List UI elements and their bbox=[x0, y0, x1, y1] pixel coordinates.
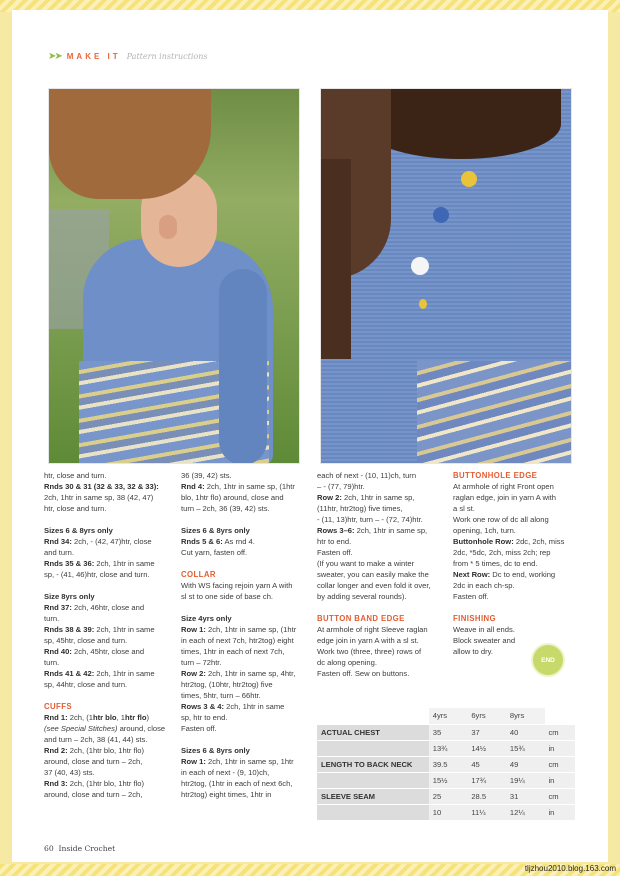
section-heading-button-band: BUTTON BAND EDGE bbox=[317, 614, 405, 623]
table-header: 4yrs bbox=[429, 708, 468, 724]
page-footer bbox=[44, 844, 115, 853]
text-line: htr, close and turn. bbox=[44, 471, 107, 480]
row-label: Rnds 30 & 31 (32 & 33, 32 & 33): bbox=[44, 482, 159, 491]
double-arrow-icon: ➤➤ bbox=[48, 50, 61, 62]
table-row: 13¾ 14½ 15¾ in bbox=[317, 740, 575, 756]
page-number: 60 bbox=[44, 844, 54, 853]
section-heading-buttonhole: BUTTONHOLE EDGE bbox=[453, 471, 538, 480]
text-line: htr, close and turn. bbox=[44, 504, 107, 513]
table-header-row bbox=[317, 708, 575, 724]
table-row: 10 11¼ 12¼ in bbox=[317, 804, 575, 820]
table-row: SLEEVE SEAM 25 28.5 31 cm bbox=[317, 788, 575, 804]
end-badge: END bbox=[533, 645, 563, 675]
section-heading-collar: COLLAR bbox=[181, 570, 216, 579]
size-heading: Sizes 6 & 8yrs only bbox=[44, 526, 113, 535]
text-line: 2ch, 1htr in same sp, 38 (42, 47) bbox=[44, 493, 154, 502]
section-title: MAKE IT bbox=[66, 51, 121, 61]
size-heading: Size 8yrs only bbox=[44, 592, 95, 601]
table-row: LENGTH TO BACK NECK 39.5 45 49 cm bbox=[317, 756, 575, 772]
table-row: 15½ 17¾ 19¼ in bbox=[317, 772, 575, 788]
table-header: 6yrs bbox=[467, 708, 506, 724]
size-table bbox=[317, 708, 575, 821]
size-heading: Sizes 6 & 8yrs only bbox=[181, 526, 250, 535]
section-heading-cuffs: CUFFS bbox=[44, 702, 72, 711]
photo-sweater-closeup bbox=[320, 88, 572, 464]
section-heading-finishing: FINISHING bbox=[453, 614, 497, 623]
source-credit: tljzhou2010.blog.163.com bbox=[524, 864, 616, 873]
size-heading: Size 4yrs only bbox=[181, 614, 232, 623]
photo-boy-sweater bbox=[48, 88, 300, 464]
pattern-column-4: BUTTONHOLE EDGE At armhole of right Front open raglan edge, join in yarn A with a sl st. Work one row of dc all along opening, 1ch, turn. Buttonhole Row: 2dc, 2ch, miss 2dc, *5dc, 2ch, miss 2ch; rep from * 5 times, dc to end. Next Row: Dc to end, working 2dc in each ch-sp. Fasten off. FINISHING Weave in all ends. Block sweater and allow to dry. bbox=[453, 470, 573, 657]
magazine-name: Inside Crochet bbox=[58, 844, 116, 853]
section-header bbox=[48, 49, 207, 63]
size-heading: Sizes 6 & 8yrs only bbox=[181, 746, 250, 755]
section-subtitle: Pattern instructions bbox=[126, 51, 208, 61]
table-header: 8yrs bbox=[506, 708, 545, 724]
table-row: ACTUAL CHEST 35 37 40 cm bbox=[317, 724, 575, 740]
pattern-column-2: 36 (39, 42) sts. Rnd 4: 2ch, 1htr in same sp, (1htr blo, 1htr flo) around, close and turn – 2ch, 36 (39, 42) sts. Sizes 6 & 8yrs only Rnds 5 & 6: As rnd 4. Cut yarn, fasten off. COLLAR With WS facing rejoin yarn A with sl st to one side of base ch. Size 4yrs only Row 1: 2ch, 1htr in same sp, (1htr in each of next 7ch, htr2tog) eight times, 1htr in each of next 7ch, turn – 72htr. Row 2: 2ch, 1htr in same sp, 4htr, htr2tog, (10htr, htr2tog) five times, 5htr, turn – 66htr. Rows 3 & 4: 2ch, 1htr in same sp, htr to end. Fasten off. Sizes 6 & 8yrs only Row 1: 2ch, 1htr in same sp, 1htr in each of next - (9, 10)ch, htr2tog, (1htr in each of next 6ch, htr2tog) eight times, 1htr in bbox=[181, 470, 307, 800]
pattern-column-3: each of next - (10, 11)ch, turn – - (77, 79)htr. Row 2: 2ch, 1htr in same sp, (11htr, htr2tog) five times, - (11, 13)htr, turn – - (72, 74)htr. Rows 3–6: 2ch, 1htr in same sp, htr to end. Fasten off. (If you want to make a winter sweater, you can easily make the collar longer and even fold it over, by adding several rounds). BUTTON BAND EDGE At armhole of right Sleeve raglan edge join in yarn A with a sl st. Work two (three, three) rows of dc along opening. Fasten off. Sew on buttons. bbox=[317, 470, 443, 679]
pattern-column-1: htr, close and turn. Rnds 30 & 31 (32 & 33, 32 & 33): 2ch, 1htr in same sp, 38 (42, 47) htr, close and turn. Sizes 6 & 8yrs only Rnd 34: 2ch, - (42, 47)htr, close and turn. Rnds 35 & 36: 2ch, 1htr in same sp, - (41, 46)htr, close and turn. Size 8yrs only Rnd 37: 2ch, 46htr, close and turn. Rnds 38 & 39: 2ch, 1htr in same sp, 45htr, close and turn. Rnd 40: 2ch, 45htr, close and turn. Rnds 41 & 42: 2ch, 1htr in same sp, 44htr, close and turn. CUFFS Rnd 1: 2ch, (1htr blo, 1htr flo) (see Special Stitches) around, close and turn – 2ch, 38 (41, 44) sts. Rnd 2: 2ch, (1htr blo, 1htr flo) around, close and turn – 2ch, 37 (40, 43) sts. Rnd 3: 2ch, (1htr blo, 1htr flo) around, close and turn – 2ch, bbox=[44, 470, 170, 800]
